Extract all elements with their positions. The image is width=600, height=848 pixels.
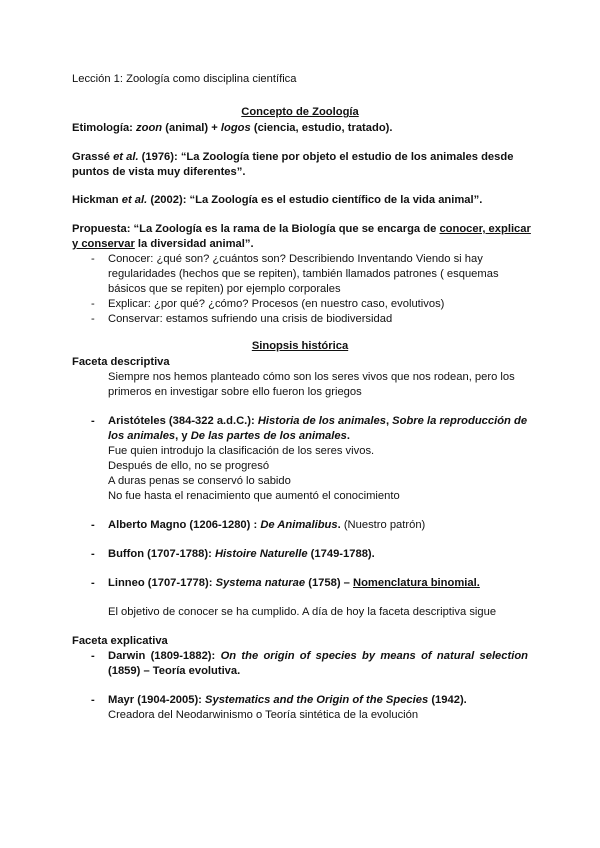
- bullet-dash: -: [91, 298, 95, 310]
- aristoteles-work-1: Historia de los animales: [257, 415, 386, 427]
- etimologia-line: [72, 121, 392, 136]
- aristoteles-end: .: [346, 430, 350, 442]
- aristoteles-line-1: [108, 414, 527, 429]
- bullet-dash: -: [91, 694, 95, 706]
- bullet-dash: -: [91, 650, 95, 662]
- mayr-name: Mayr (1904-2005):: [108, 694, 206, 706]
- descriptiva-conclusion: El objetivo de conocer se ha cumplido. A día de hoy la faceta descriptiva sigue: [108, 606, 497, 618]
- mayr-line-2: Creadora del Neodarwinismo o Teoría sintética de la evolución: [108, 709, 419, 721]
- aristoteles-note-4: No fue hasta el renacimiento que aumentó el conocimiento: [108, 490, 400, 502]
- darwin-line-1: [108, 649, 528, 664]
- linneo-mid: (1758) –: [305, 577, 353, 589]
- aristoteles-work-3: De las partes de los animales: [190, 430, 347, 442]
- magno-work: De Animalibus: [260, 519, 338, 531]
- concepto-heading: Concepto de Zoología: [241, 106, 359, 118]
- zoon-term: zoon: [136, 122, 163, 134]
- bullet-dash: -: [91, 548, 95, 560]
- aristoteles-name: Aristóteles (384-322 a.d.C.):: [108, 415, 258, 427]
- lesson-title: Lección 1: Zoología como disciplina científica: [72, 73, 297, 85]
- bullet-dash: -: [91, 415, 95, 427]
- hickman-etal: et al.: [121, 194, 148, 206]
- faceta-descriptiva-heading: Faceta descriptiva: [72, 356, 170, 368]
- aristoteles-sep-1: ,: [385, 415, 393, 427]
- grasse-etal: et al.: [113, 151, 139, 163]
- bullet-conservar: Conservar: estamos sufriendo una crisis de biodiversidad: [108, 313, 393, 325]
- magno-name: Alberto Magno (1206-1280) :: [108, 519, 261, 531]
- propuesta-line-2: [72, 237, 254, 252]
- aristoteles-work-2b: los animales: [108, 430, 176, 442]
- darwin-name: Darwin (1809-1882):: [108, 650, 221, 662]
- bullet-conocer-line-1: Conocer: ¿qué son? ¿cuántos son? Describiendo Inventando Viendo si hay: [108, 253, 483, 265]
- sinopsis-heading: Sinopsis histórica: [251, 340, 349, 352]
- buffon-line: [108, 547, 375, 562]
- buffon-work: Histoire Naturelle: [214, 548, 308, 560]
- bullet-dash: -: [91, 519, 95, 531]
- propuesta-underlined-2: y conservar: [72, 238, 135, 250]
- buffon-tail: (1749-1788).: [307, 548, 375, 560]
- grasse-line-2: puntos de vista muy diferentes”.: [72, 166, 246, 178]
- aristoteles-work-2a: Sobre la reproducción de: [392, 415, 528, 427]
- hickman-quote: (2002): “La Zoología es el estudio científico de la vida animal”.: [147, 194, 483, 206]
- etimologia-mid: (animal) +: [162, 122, 221, 134]
- faceta-explicativa-heading: Faceta explicativa: [72, 635, 168, 647]
- propuesta-underlined-1: conocer, explicar: [439, 223, 531, 235]
- grasse-quote: (1976): “La Zoología tiene por objeto el estudio de los animales desde: [138, 151, 514, 163]
- bullet-dash: -: [91, 253, 95, 265]
- darwin-work: On the origin of species by means of natural selection: [220, 650, 528, 662]
- bullet-conocer-line-2: regularidades (hechos que se repiten), también llamados patrones ( esquemas: [108, 268, 499, 280]
- propuesta-line-1: [72, 222, 531, 237]
- linneo-work: Systema naturae: [215, 577, 306, 589]
- mayr-tail: (1942).: [428, 694, 467, 706]
- linneo-name: Linneo (1707-1778):: [108, 577, 216, 589]
- buffon-name: Buffon (1707-1788):: [108, 548, 215, 560]
- aristoteles-note-1: Fue quien introdujo la clasificación de los seres vivos.: [108, 445, 375, 457]
- mayr-work: Systematics and the Origin of the Species: [205, 694, 429, 706]
- linneo-line: [108, 576, 480, 591]
- propuesta-text: Propuesta: “La Zoología es la rama de la Biología que se encarga de: [72, 223, 440, 235]
- aristoteles-note-2: Después de ello, no se progresó: [108, 460, 270, 472]
- magno-note: (Nuestro patrón): [340, 519, 426, 531]
- bullet-conocer-line-3: básicos que se repiten) por ejemplo corporales: [108, 283, 341, 295]
- bullet-explicar: Explicar: ¿por qué? ¿cómo? Procesos (en nuestro caso, evolutivos): [108, 298, 445, 310]
- magno-line: [108, 518, 425, 533]
- hickman-name: Hickman: [72, 194, 122, 206]
- hickman-line: [72, 193, 482, 208]
- propuesta-end: la diversidad animal”.: [134, 238, 254, 250]
- logos-term: logos: [220, 122, 251, 134]
- aristoteles-sep-2: , y: [175, 430, 191, 442]
- aristoteles-note-3: A duras penas se conservó lo sabido: [108, 475, 291, 487]
- linneo-nomenclatura: Nomenclatura binomial.: [353, 577, 480, 589]
- grasse-name: Grassé: [72, 151, 114, 163]
- grasse-line-1: [72, 150, 513, 165]
- darwin-line-2: (1859) – Teoría evolutiva.: [108, 665, 241, 677]
- magno-end: .: [337, 519, 341, 531]
- bullet-dash: -: [91, 313, 95, 325]
- bullet-dash: -: [91, 577, 95, 589]
- mayr-line-1: [108, 693, 467, 708]
- descriptiva-intro-line-2: primeros en investigar sobre ello fueron los griegos: [108, 386, 362, 398]
- aristoteles-line-2: [108, 429, 350, 444]
- etimologia-tail: (ciencia, estudio, tratado).: [250, 122, 393, 134]
- descriptiva-intro-line-1: Siempre nos hemos planteado cómo son los seres vivos que nos rodean, pero los: [108, 371, 515, 383]
- etimologia-label: Etimología:: [72, 122, 137, 134]
